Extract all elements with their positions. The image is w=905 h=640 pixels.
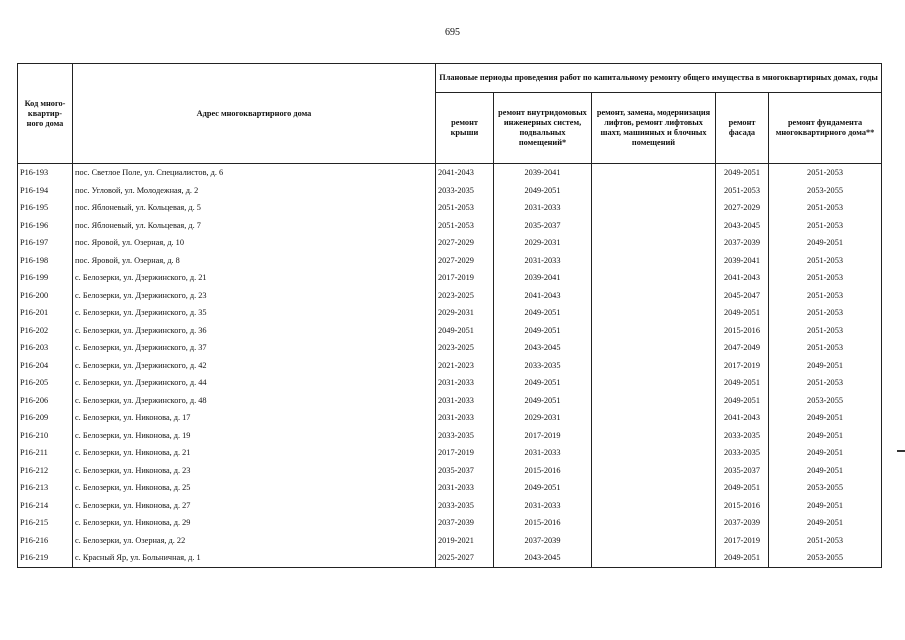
cell-code: Р16-201	[18, 304, 73, 322]
cell-roof: 2023-2025	[436, 287, 494, 305]
cell-facade: 2045-2047	[716, 287, 769, 305]
table-row	[18, 479, 882, 497]
cell-foundation: 2053-2055	[769, 182, 882, 200]
table-row	[18, 374, 882, 392]
cell-roof: 2031-2033	[436, 409, 494, 427]
cell-foundation: 2051-2053	[769, 374, 882, 392]
cell-address: с. Красный Яр, ул. Больничная, д. 1	[73, 549, 436, 567]
table-row	[18, 549, 882, 567]
table-row	[18, 409, 882, 427]
table-row	[18, 322, 882, 340]
cell-foundation: 2049-2051	[769, 427, 882, 445]
cell-roof: 2049-2051	[436, 322, 494, 340]
cell-inner-systems: 2043-2045	[494, 339, 592, 357]
cell-address: с. Белозерки, ул. Дзержинского, д. 48	[73, 392, 436, 410]
header-foundation: ремонт фундамента многоквартирного дома**	[769, 93, 882, 164]
cell-inner-systems: 2049-2051	[494, 374, 592, 392]
cell-address: с. Белозерки, ул. Дзержинского, д. 21	[73, 269, 436, 287]
cell-code: Р16-213	[18, 479, 73, 497]
repair-schedule-table	[17, 63, 882, 568]
cell-lifts	[592, 269, 716, 287]
cell-code: Р16-198	[18, 252, 73, 270]
cell-roof: 2029-2031	[436, 304, 494, 322]
cell-code: Р16-202	[18, 322, 73, 340]
cell-facade: 2049-2051	[716, 164, 769, 182]
cell-lifts	[592, 462, 716, 480]
cell-foundation: 2051-2053	[769, 287, 882, 305]
cell-facade: 2051-2053	[716, 182, 769, 200]
cell-inner-systems: 2029-2031	[494, 234, 592, 252]
cell-code: Р16-199	[18, 269, 73, 287]
cell-roof: 2031-2033	[436, 392, 494, 410]
page-number: 695	[445, 27, 460, 38]
cell-facade: 2049-2051	[716, 304, 769, 322]
cell-address: с. Белозерки, ул. Никонова, д. 29	[73, 514, 436, 532]
cell-inner-systems: 2037-2039	[494, 532, 592, 550]
cell-facade: 2037-2039	[716, 514, 769, 532]
cell-inner-systems: 2049-2051	[494, 392, 592, 410]
cell-roof: 2023-2025	[436, 339, 494, 357]
cell-facade: 2047-2049	[716, 339, 769, 357]
cell-address: с. Белозерки, ул. Никонова, д. 17	[73, 409, 436, 427]
cell-lifts	[592, 182, 716, 200]
cell-foundation: 2053-2055	[769, 392, 882, 410]
table-row	[18, 182, 882, 200]
cell-lifts	[592, 497, 716, 515]
cell-code: Р16-195	[18, 199, 73, 217]
cell-lifts	[592, 252, 716, 270]
cell-code: Р16-210	[18, 427, 73, 445]
cell-lifts	[592, 287, 716, 305]
cell-code: Р16-197	[18, 234, 73, 252]
table-row	[18, 304, 882, 322]
cell-code: Р16-194	[18, 182, 73, 200]
cell-lifts	[592, 357, 716, 375]
header-code: Код много-квартир-ного дома	[18, 64, 73, 164]
table-row	[18, 444, 882, 462]
cell-roof: 2021-2023	[436, 357, 494, 375]
cell-facade: 2017-2019	[716, 357, 769, 375]
cell-lifts	[592, 514, 716, 532]
cell-address: с. Белозерки, ул. Никонова, д. 25	[73, 479, 436, 497]
cell-inner-systems: 2015-2016	[494, 462, 592, 480]
cell-inner-systems: 2049-2051	[494, 304, 592, 322]
cell-code: Р16-215	[18, 514, 73, 532]
cell-address: с. Белозерки, ул. Дзержинского, д. 37	[73, 339, 436, 357]
cell-code: Р16-216	[18, 532, 73, 550]
header-address: Адрес многоквартирного дома	[73, 64, 436, 164]
cell-code: Р16-205	[18, 374, 73, 392]
cell-facade: 2049-2051	[716, 392, 769, 410]
cell-foundation: 2049-2051	[769, 462, 882, 480]
cell-facade: 2049-2051	[716, 374, 769, 392]
table-row	[18, 252, 882, 270]
table-row	[18, 497, 882, 515]
table-row	[18, 427, 882, 445]
cell-code: Р16-219	[18, 549, 73, 567]
cell-lifts	[592, 532, 716, 550]
cell-inner-systems: 2049-2051	[494, 479, 592, 497]
cell-address: с. Белозерки, ул. Озерная, д. 22	[73, 532, 436, 550]
cell-inner-systems: 2015-2016	[494, 514, 592, 532]
cell-foundation: 2049-2051	[769, 514, 882, 532]
cell-inner-systems: 2031-2033	[494, 444, 592, 462]
cell-address: пос. Яблоневый, ул. Кольцевая, д. 5	[73, 199, 436, 217]
header-facade: ремонт фасада	[716, 93, 769, 164]
cell-address: с. Белозерки, ул. Дзержинского, д. 36	[73, 322, 436, 340]
table-row	[18, 164, 882, 182]
cell-foundation: 2051-2053	[769, 304, 882, 322]
cell-lifts	[592, 479, 716, 497]
cell-foundation: 2051-2053	[769, 532, 882, 550]
cell-inner-systems: 2039-2041	[494, 164, 592, 182]
cell-code: Р16-212	[18, 462, 73, 480]
cell-facade: 2035-2037	[716, 462, 769, 480]
cell-roof: 2037-2039	[436, 514, 494, 532]
cell-address: с. Белозерки, ул. Дзержинского, д. 23	[73, 287, 436, 305]
cell-facade: 2037-2039	[716, 234, 769, 252]
cell-foundation: 2053-2055	[769, 549, 882, 567]
cell-lifts	[592, 339, 716, 357]
cell-facade: 2049-2051	[716, 549, 769, 567]
cell-lifts	[592, 199, 716, 217]
cell-code: Р16-200	[18, 287, 73, 305]
cell-roof: 2041-2043	[436, 164, 494, 182]
cell-foundation: 2051-2053	[769, 322, 882, 340]
cell-code: Р16-209	[18, 409, 73, 427]
header-lifts: ремонт, замена, модернизация лифтов, ремонт лифтовых шахт, машинных и блочных помещений	[592, 93, 716, 164]
cell-foundation: 2051-2053	[769, 217, 882, 235]
cell-foundation: 2049-2051	[769, 357, 882, 375]
cell-lifts	[592, 549, 716, 567]
cell-roof: 2017-2019	[436, 444, 494, 462]
cell-inner-systems: 2035-2037	[494, 217, 592, 235]
cell-facade: 2033-2035	[716, 427, 769, 445]
cell-lifts	[592, 304, 716, 322]
cell-foundation: 2049-2051	[769, 409, 882, 427]
cell-address: пос. Яблоневый, ул. Кольцевая, д. 7	[73, 217, 436, 235]
header-roof: ремонт крыши	[436, 93, 494, 164]
table-row	[18, 217, 882, 235]
cell-code: Р16-204	[18, 357, 73, 375]
cell-facade: 2049-2051	[716, 479, 769, 497]
table-row	[18, 199, 882, 217]
cell-roof: 2051-2053	[436, 199, 494, 217]
cell-facade: 2041-2043	[716, 409, 769, 427]
cell-facade: 2017-2019	[716, 532, 769, 550]
cell-address: пос. Угловой, ул. Молодежная, д. 2	[73, 182, 436, 200]
cell-address: с. Белозерки, ул. Никонова, д. 23	[73, 462, 436, 480]
cell-lifts	[592, 427, 716, 445]
table-row	[18, 462, 882, 480]
cell-facade: 2043-2045	[716, 217, 769, 235]
cell-roof: 2025-2027	[436, 549, 494, 567]
table-row	[18, 357, 882, 375]
table-row	[18, 269, 882, 287]
cell-address: с. Белозерки, ул. Никонова, д. 27	[73, 497, 436, 515]
cell-inner-systems: 2033-2035	[494, 357, 592, 375]
cell-facade: 2033-2035	[716, 444, 769, 462]
cell-lifts	[592, 444, 716, 462]
cell-facade: 2041-2043	[716, 269, 769, 287]
cell-foundation: 2049-2051	[769, 444, 882, 462]
header-inner-systems: ремонт внутридомовых инженерных систем, подвальных помещений*	[494, 93, 592, 164]
cell-inner-systems: 2031-2033	[494, 252, 592, 270]
cell-lifts	[592, 217, 716, 235]
cell-facade: 2027-2029	[716, 199, 769, 217]
cell-lifts	[592, 409, 716, 427]
cell-lifts	[592, 234, 716, 252]
table-row	[18, 339, 882, 357]
cell-code: Р16-206	[18, 392, 73, 410]
cell-inner-systems: 2039-2041	[494, 269, 592, 287]
table-row	[18, 234, 882, 252]
cell-lifts	[592, 392, 716, 410]
cell-lifts	[592, 322, 716, 340]
cell-lifts	[592, 164, 716, 182]
cell-address: с. Белозерки, ул. Никонова, д. 19	[73, 427, 436, 445]
cell-inner-systems: 2043-2045	[494, 549, 592, 567]
cell-address: с. Белозерки, ул. Дзержинского, д. 42	[73, 357, 436, 375]
cell-foundation: 2051-2053	[769, 339, 882, 357]
table-row	[18, 392, 882, 410]
cell-inner-systems: 2031-2033	[494, 199, 592, 217]
table-body	[18, 164, 882, 568]
cell-roof: 2033-2035	[436, 497, 494, 515]
cell-code: Р16-196	[18, 217, 73, 235]
cell-roof: 2033-2035	[436, 182, 494, 200]
cell-code: Р16-193	[18, 164, 73, 182]
cell-foundation: 2051-2053	[769, 252, 882, 270]
cell-code: Р16-214	[18, 497, 73, 515]
cell-foundation: 2051-2053	[769, 269, 882, 287]
cell-inner-systems: 2049-2051	[494, 322, 592, 340]
cell-address: пос. Яровой, ул. Озерная, д. 8	[73, 252, 436, 270]
table-row	[18, 532, 882, 550]
cell-inner-systems: 2029-2031	[494, 409, 592, 427]
cell-roof: 2033-2035	[436, 427, 494, 445]
cell-inner-systems: 2041-2043	[494, 287, 592, 305]
cell-roof: 2051-2053	[436, 217, 494, 235]
cell-roof: 2019-2021	[436, 532, 494, 550]
cell-address: с. Белозерки, ул. Никонова, д. 21	[73, 444, 436, 462]
cell-facade: 2039-2041	[716, 252, 769, 270]
cell-inner-systems: 2049-2051	[494, 182, 592, 200]
cell-facade: 2015-2016	[716, 322, 769, 340]
cell-address: пос. Яровой, ул. Озерная, д. 10	[73, 234, 436, 252]
cell-roof: 2017-2019	[436, 269, 494, 287]
cell-roof: 2027-2029	[436, 252, 494, 270]
cell-roof: 2031-2033	[436, 374, 494, 392]
cell-foundation: 2049-2051	[769, 497, 882, 515]
cell-foundation: 2051-2053	[769, 199, 882, 217]
cell-facade: 2015-2016	[716, 497, 769, 515]
cell-address: с. Белозерки, ул. Дзержинского, д. 44	[73, 374, 436, 392]
cell-roof: 2027-2029	[436, 234, 494, 252]
cell-code: Р16-203	[18, 339, 73, 357]
cell-inner-systems: 2031-2033	[494, 497, 592, 515]
cell-address: пос. Светлое Поле, ул. Специалистов, д. 6	[73, 164, 436, 182]
table-row	[18, 287, 882, 305]
cell-address: с. Белозерки, ул. Дзержинского, д. 35	[73, 304, 436, 322]
cell-lifts	[592, 374, 716, 392]
cell-roof: 2031-2033	[436, 479, 494, 497]
cell-inner-systems: 2017-2019	[494, 427, 592, 445]
cell-foundation: 2049-2051	[769, 234, 882, 252]
cell-roof: 2035-2037	[436, 462, 494, 480]
table-row	[18, 514, 882, 532]
header-periods-group: Плановые периоды проведения работ по капитальному ремонту общего имущества в многоквартирных домах, годы	[436, 64, 882, 93]
cell-foundation: 2053-2055	[769, 479, 882, 497]
cell-code: Р16-211	[18, 444, 73, 462]
edge-mark	[897, 450, 905, 452]
cell-foundation: 2051-2053	[769, 164, 882, 182]
